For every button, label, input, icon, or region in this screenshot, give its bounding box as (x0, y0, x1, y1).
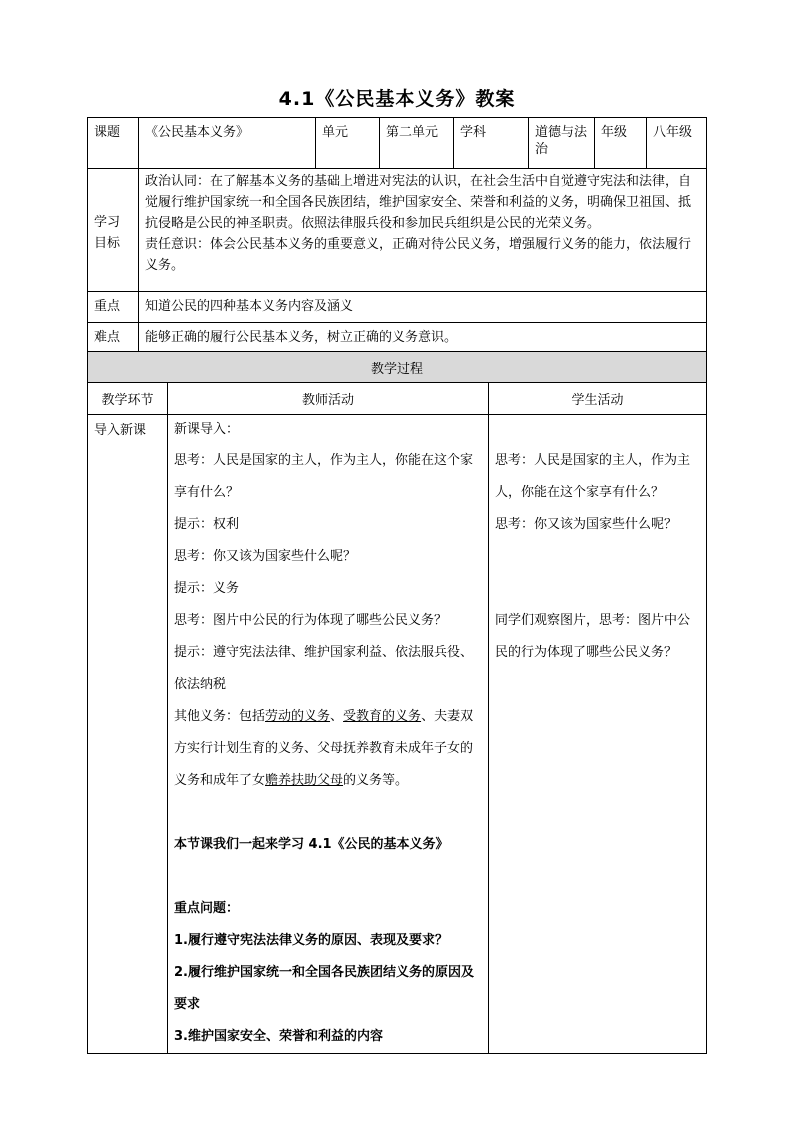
key-point-label: 重点 (88, 292, 139, 323)
teacher-other-duties (174, 701, 482, 797)
student-observe: 同学们观察图片，思考：图片中公民的行为体现了哪些公民义务？ (495, 613, 691, 660)
spacer (495, 541, 700, 605)
goals-label: 学习目标 (88, 169, 139, 292)
student-activity (489, 415, 707, 1054)
key-question-3: 3.维护国家安全、荣誉和利益的内容 (174, 1029, 383, 1044)
other-duties-suffix: 的义务等。 (343, 773, 409, 788)
grade-value: 八年级 (647, 118, 707, 169)
teacher-hint-2: 提示：义务 (174, 581, 240, 596)
key-question-2: 2.履行维护国家统一和全国各民族团结义务的原因及要求 (174, 965, 474, 1012)
teacher-lesson-intro: 本节课我们一起来学习 4.1《公民的基本义务》 (174, 837, 449, 852)
key-questions-label: 重点问题： (174, 901, 240, 916)
subject-label: 学科 (454, 118, 529, 169)
teacher-think-3: 思考：图片中公民的行为体现了哪些公民义务？ (174, 613, 448, 628)
teacher-think-2: 思考：你又该为国家些什么呢？ (174, 549, 357, 564)
support-parents-duty: 赡养扶助父母 (265, 773, 344, 788)
key-point-value: 知道公民的四种基本义务内容及涵义 (139, 292, 707, 323)
col-stage-header: 教学环节 (88, 383, 168, 415)
spacer (174, 797, 482, 829)
lesson-info-table (87, 117, 707, 352)
goals-political: 政治认同：在了解基本义务的基础上增进对宪法的认识，在社会生活中自觉遵守宪法和法律，自觉履行维护国家统一和全国各民族团结，维护国家安全、荣誉和利益的义务，明确保卫祖国、抵抗侵略是公民的神圣职责。依照法律服兵役和参加民兵组织是公民的光荣义务。 (145, 174, 692, 231)
teaching-process-table (87, 351, 707, 1054)
teacher-activity (168, 415, 489, 1054)
col-teacher-header: 教师活动 (168, 383, 489, 415)
goals-responsibility: 责任意识：体会公民基本义务的重要意义，正确对待公民义务，增强履行义务的能力，依法履行义务。 (145, 237, 692, 273)
student-think-1: 思考：人民是国家的主人，作为主人，你能在这个家享有什么？ (495, 453, 691, 500)
education-duty: 受教育的义务 (343, 709, 422, 724)
process-heading: 教学过程 (88, 352, 707, 383)
topic-value: 《公民基本义务》 (139, 118, 316, 169)
topic-label: 课题 (88, 118, 139, 169)
subject-value: 道德与法治 (529, 118, 595, 169)
difficult-point-label: 难点 (88, 323, 139, 352)
teacher-think-1: 思考：人民是国家的主人，作为主人，你能在这个家享有什么？ (174, 453, 474, 500)
other-duties-prefix: 其他义务：包括 (174, 709, 266, 724)
stage-name: 导入新课 (88, 415, 168, 1054)
unit-value: 第二单元 (380, 118, 454, 169)
col-student-header: 学生活动 (489, 383, 707, 415)
labor-duty: 劳动的义务 (265, 709, 331, 724)
teacher-hint-1: 提示：权利 (174, 517, 240, 532)
goals-content (139, 169, 707, 292)
page-title: 4.1《公民基本义务》教案 (278, 88, 516, 110)
unit-label: 单元 (316, 118, 380, 169)
teacher-intro: 新课导入： (174, 422, 240, 437)
key-question-1: 1.履行遵守宪法法律义务的原因、表现及要求？ (174, 933, 448, 948)
student-think-2: 思考：你又该为国家些什么呢？ (495, 517, 678, 532)
separator: 、 (330, 709, 344, 724)
spacer (174, 861, 482, 893)
other-duties-middle: 、夫妻双方实行计划生育的义务、父母抚养教育未成年子女的义务和成年了女 (174, 709, 474, 788)
teacher-hint-3: 提示：遵守宪法法律、维护国家利益、依法服兵役、依法纳税 (174, 645, 474, 692)
grade-label: 年级 (595, 118, 647, 169)
difficult-point-value: 能够正确的履行公民基本义务，树立正确的义务意识。 (139, 323, 707, 352)
